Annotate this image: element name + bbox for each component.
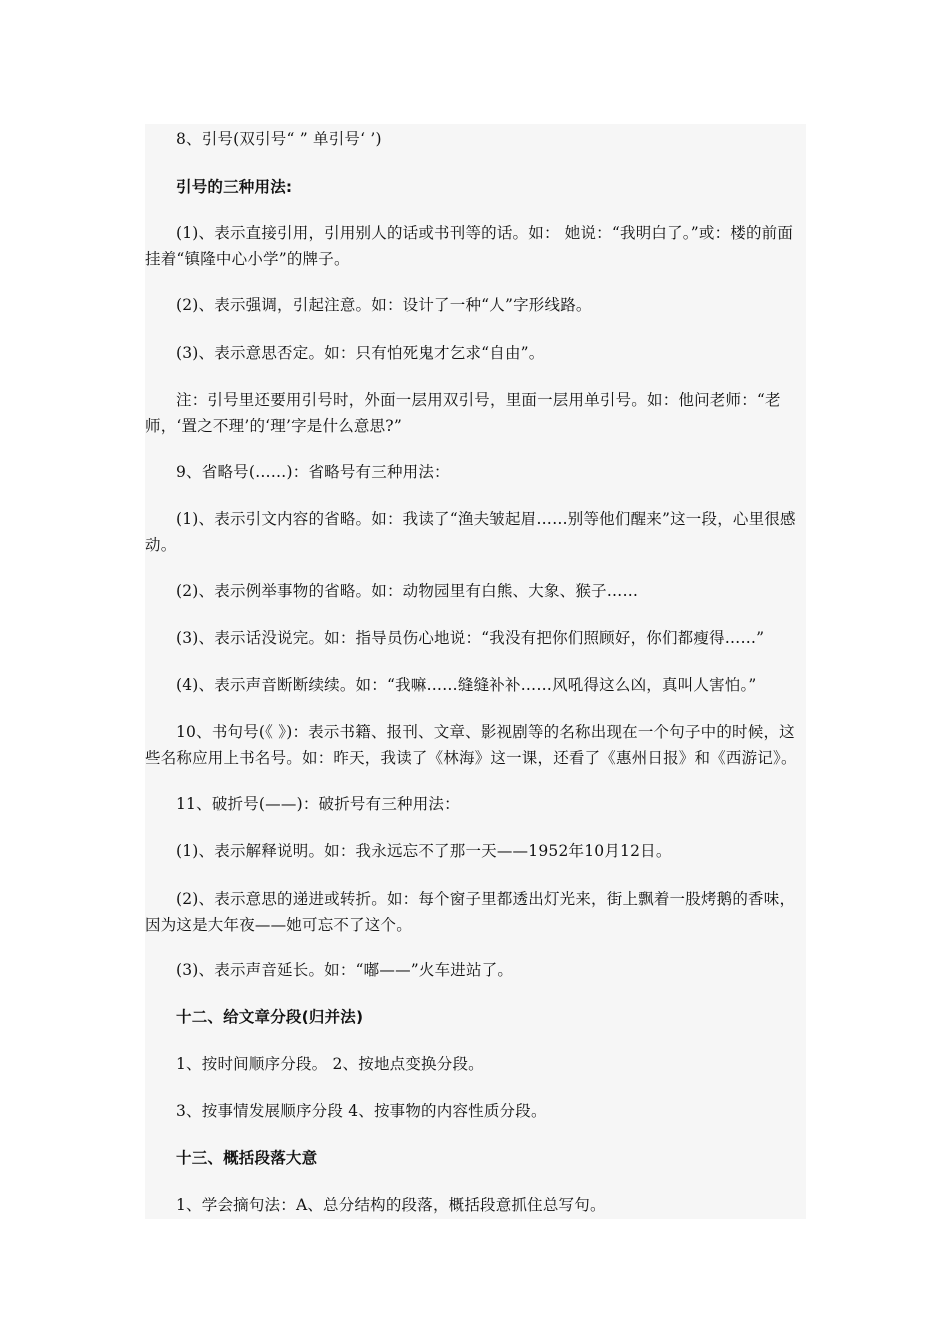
heading-section-12: 十二、给文章分段(归并法) [176, 1008, 364, 1026]
paragraph-dash: 11、破折号(——)：破折号有三种用法： [176, 795, 460, 813]
paragraph-ellipsis-usage-2: (2)、表示例举事物的省略。如：动物园里有白熊、大象、猴子…… [176, 582, 639, 600]
paragraph-dash-usage-1: (1)、表示解释说明。如：我永远忘不了那一天——1952年10月12日。 [176, 842, 672, 860]
paragraph-quote-usage-1: (1)、表示直接引用，引用别人的话或书刊等的话。如： 她说：“我明白了。”或：楼的前面挂着“镇隆中心小学”的牌子。 [145, 224, 794, 268]
paragraph-quote-usage-2: (2)、表示强调，引起注意。如：设计了一种“人”字形线路。 [176, 296, 592, 314]
heading-quotation-usage: 引号的三种用法: [176, 178, 293, 196]
paragraph-dash-usage-2: (2)、表示意思的递进或转折。如：每个窗子里都透出灯光来，街上飘着一股烤鹅的香味，因为这是大年夜——她可忘不了这个。 [145, 890, 796, 934]
paragraph-quotation-marks: 8、引号(双引号“ ” 单引号‘ ’) [176, 130, 382, 148]
paragraph-segment-methods-2: 3、按事情发展顺序分段 4、按事物的内容性质分段。 [176, 1102, 547, 1120]
paragraph-book-title-marks: 10、书句号(《 》)：表示书籍、报刊、文章、影视剧等的名称出现在一个句子中的时候，这些名称应用上书名号。如：昨天，我读了《林海》这一课，还看了《惠州日报》和《西游记》。 [145, 723, 797, 767]
paragraph-quote-usage-3: (3)、表示意思否定。如：只有怕死鬼才乞求“自由”。 [176, 344, 545, 362]
heading-section-13: 十三、概括段落大意 [176, 1149, 318, 1167]
paragraph-dash-usage-3: (3)、表示声音延长。如：“嘟——”火车进站了。 [176, 961, 514, 979]
paragraph-quote-note: 注：引号里还要用引号时，外面一层用双引号，里面一层用单引号。如：他问老师：“老师，‘置之不理’的‘理’字是什么意思?” [145, 391, 781, 435]
paragraph-ellipsis-usage-3: (3)、表示话没说完。如：指导员伤心地说：“我没有把你们照顾好，你们都瘦得……” [176, 629, 765, 647]
paragraph-ellipsis-usage-1: (1)、表示引文内容的省略。如：我读了“渔夫皱起眉……别等他们醒来”这一段，心里很感动。 [145, 510, 796, 554]
paragraph-ellipsis: 9、省略号(……)：省略号有三种用法： [176, 463, 450, 481]
paragraph-ellipsis-usage-4: (4)、表示声音断断续续。如：“我嘛……缝缝补补……风吼得这么凶，真叫人害怕。” [176, 676, 757, 694]
paragraph-summary-method: 1、学会摘句法：A、总分结构的段落，概括段意抓住总写句。 [176, 1196, 606, 1214]
paragraph-segment-methods-1: 1、按时间顺序分段。 2、按地点变换分段。 [176, 1055, 484, 1073]
